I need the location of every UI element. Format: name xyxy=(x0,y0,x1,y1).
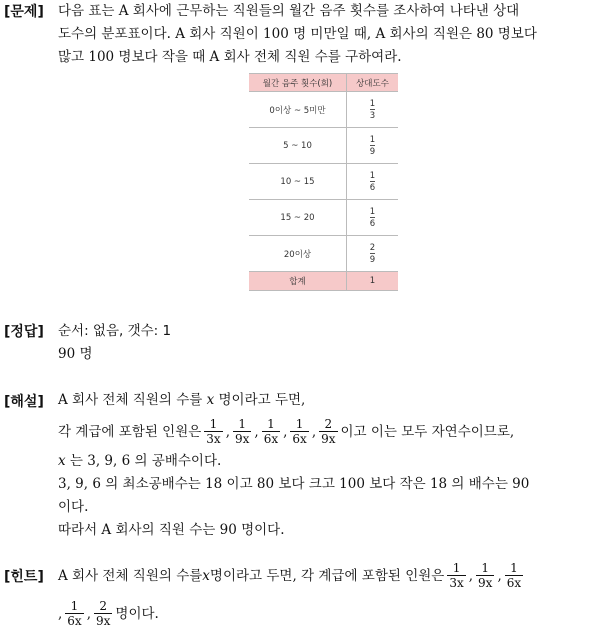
answer-label: [정답] xyxy=(4,324,44,340)
header-relfreq: 상대도수 xyxy=(347,74,399,92)
table-header-row xyxy=(249,74,398,92)
fraction: $\frac{1}{9x}$ xyxy=(235,417,250,446)
relfreq-cell: $\frac{2}{9}$ xyxy=(347,236,399,272)
range-cell: 10 ~ 15 xyxy=(249,164,347,200)
problem-line-2: 도수의 분포표이다. A 회사 직원이 100 명 미만일 때, A 회사의 직원은 80 명보다 xyxy=(58,26,537,42)
answer-text xyxy=(58,320,588,366)
explanation-line-1: A 회사 전체 직원의 수를 x 명이라고 두면, xyxy=(58,392,306,408)
explanation-line-5: 이다. xyxy=(58,499,89,515)
relfreq-cell: $\frac{1}{9}$ xyxy=(347,128,399,164)
problem-text xyxy=(58,0,588,69)
fraction: $\frac{1}{3x}$ xyxy=(449,561,464,590)
explanation-line-3: x 는 3, 9, 6 의 공배수이다. xyxy=(58,453,222,469)
explanation-label: [해설] xyxy=(4,394,44,410)
table-footer-row xyxy=(249,272,398,291)
explanation-line-4: 3, 9, 6 의 최소공배수는 18 이고 80 보다 크고 100 보다 작은 18 의 배수는 90 xyxy=(58,476,530,492)
range-cell: 5 ~ 10 xyxy=(249,128,347,164)
explanation-line-2: 각 계급에 포함된 인원은 $\frac{1}{3x}$ , $\frac{1}{9x}$ , $\frac{1}{6x}$ , $\frac{1}{6x}$ , $\frac{2}{9x}$ 이고 이는 모두 자연수이므로, xyxy=(58,417,515,446)
answer-order-count: 순서: 없음, 갯수: 1 xyxy=(58,323,172,339)
table-row xyxy=(249,200,398,236)
fraction: $\frac{1}{6x}$ xyxy=(263,417,279,446)
fraction: $\frac{2}{9x}$ xyxy=(96,599,111,628)
fraction: $\frac{1}{6x}$ xyxy=(292,417,307,446)
range-cell: 0이상 ~ 5미만 xyxy=(249,92,347,128)
range-cell: 20이상 xyxy=(249,236,347,272)
total-value: 1 xyxy=(347,272,399,291)
fraction: $\frac{1}{6x}$ xyxy=(506,561,522,590)
problem-label: [문제] xyxy=(4,4,44,20)
range-cell: 15 ~ 20 xyxy=(249,200,347,236)
explanation-text xyxy=(58,389,588,542)
relfreq-cell: $\frac{1}{3}$ xyxy=(347,92,399,128)
table-row xyxy=(249,92,398,128)
hint-line-1: A 회사 전체 직원의 수를 x 명이라고 두면, 각 계급에 포함된 인원은 $\frac{1}{3x}$ , $\frac{1}{9x}$ , $\frac{1}{6x}$ xyxy=(58,561,522,590)
fraction: $\frac{1}{3x}$ xyxy=(206,417,221,446)
fraction: $\frac{1}{6x}$ xyxy=(67,599,82,628)
relfreq-cell: $\frac{1}{6}$ xyxy=(347,164,399,200)
fraction: $\frac{1}{9x}$ xyxy=(478,561,493,590)
relative-frequency-table xyxy=(249,73,398,291)
problem-line-3: 많고 100 명보다 작을 때 A 회사 전체 직원 수를 구하여라. xyxy=(58,49,402,65)
fraction: $\frac{2}{9x}$ xyxy=(321,417,336,446)
table-row xyxy=(249,236,398,272)
table-row xyxy=(249,164,398,200)
total-label: 합계 xyxy=(249,272,347,291)
relfreq-cell: $\frac{1}{6}$ xyxy=(347,200,399,236)
explanation-line-6: 따라서 A 회사의 직원 수는 90 명이다. xyxy=(58,522,285,538)
header-count: 월간 음주 횟수(회) xyxy=(249,74,347,92)
answer-value: 90 명 xyxy=(58,346,93,362)
hint-label: [힌트] xyxy=(4,569,44,585)
problem-line-1: 다음 표는 A 회사에 근무하는 직원들의 월간 음주 횟수를 조사하여 나타낸 상대 xyxy=(58,3,520,19)
hint-line-2: , $\frac{1}{6x}$ , $\frac{2}{9x}$ 명이다. xyxy=(58,599,159,628)
table-row xyxy=(249,128,398,164)
hint-text xyxy=(58,554,592,636)
